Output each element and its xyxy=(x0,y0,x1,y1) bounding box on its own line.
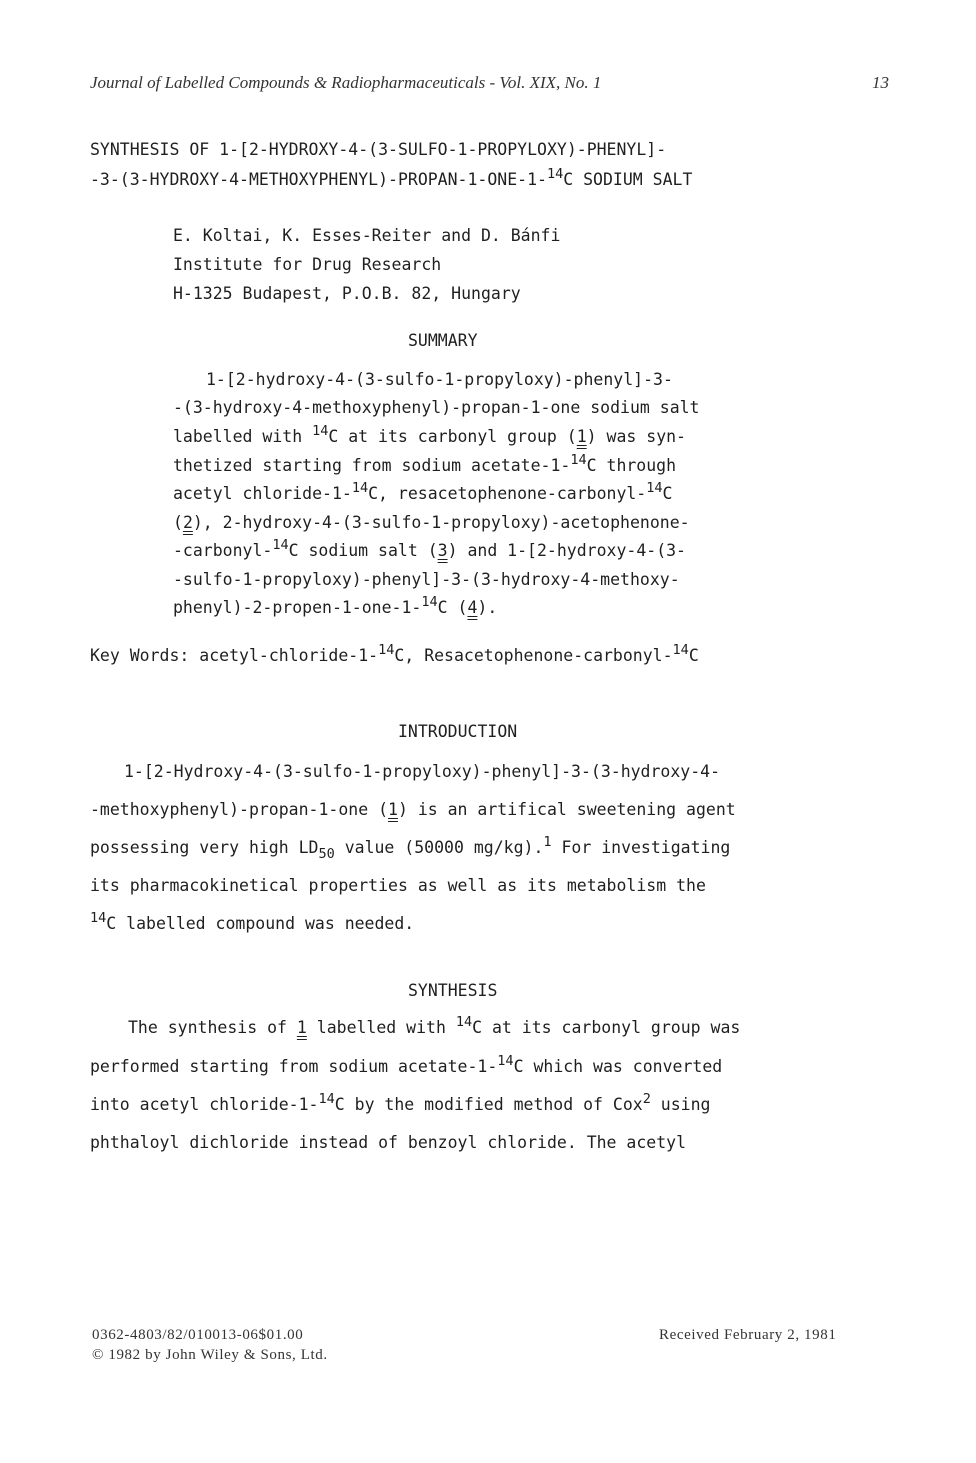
intro-line: 1-[2-Hydroxy-4-(3-sulfo-1-propyloxy)-phenyl]-3-(3-hydroxy-4- xyxy=(124,762,721,781)
summary-line: phenyl)-2-propen-1-one-1-$^{14}$C (4). xyxy=(173,593,498,617)
title-text: C SODIUM SALT xyxy=(563,170,693,189)
intro-line: -methoxyphenyl)-propan-1-one (1) is an artifical sweetening agent xyxy=(90,800,736,819)
reference-sup: 2 xyxy=(642,1090,651,1107)
summary-heading: SUMMARY xyxy=(408,331,478,350)
compound-number: 1 xyxy=(576,427,587,446)
author-institute: Institute for Drug Research xyxy=(173,255,442,274)
compound-number: 1 xyxy=(296,1018,307,1037)
summary-line: 1-[2-hydroxy-4-(3-sulfo-1-propyloxy)-phenyl]-3- xyxy=(206,370,673,389)
page-number: 13 xyxy=(872,73,889,92)
footer-received: Received February 2, 1981 xyxy=(659,1327,837,1343)
compound-number: 2 xyxy=(182,513,193,532)
synthesis-line: phthaloyl dichloride instead of benzoyl chloride. The acetyl xyxy=(90,1133,687,1152)
summary-line: labelled with $^{14}$C at its carbonyl group (1) was syn- xyxy=(173,422,686,446)
synthesis-line: performed starting from sodium acetate-1-$^{14}$C which was converted xyxy=(90,1052,723,1076)
title-line-2 xyxy=(90,165,693,189)
footer-copyright: © 1982 by John Wiley & Sons, Ltd. xyxy=(92,1347,328,1363)
intro-line: $^{14}$C labelled compound was needed. xyxy=(90,909,415,933)
compound-number: 1 xyxy=(388,800,398,819)
summary-line: acetyl chloride-1-$^{14}$C, resacetophenone-carbonyl-$^{14}$C xyxy=(173,479,673,503)
synthesis-line: The synthesis of 1 labelled with $^{14}$C at its carbonyl group was xyxy=(128,1013,741,1037)
summary-line: (2), 2-hydroxy-4-(3-sulfo-1-propyloxy)-acetophenone- xyxy=(173,513,690,532)
author-names: E. Koltai, K. Esses-Reiter and D. Bánfi xyxy=(173,226,561,245)
reference-sup: 1 xyxy=(543,833,552,850)
synthesis-heading: SYNTHESIS xyxy=(408,981,498,1000)
summary-line: thetized starting from sodium acetate-1-$^{14}$C through xyxy=(173,451,677,475)
summary-line: -(3-hydroxy-4-methoxyphenyl)-propan-1-one sodium salt xyxy=(173,398,700,417)
intro-line: possessing very high $LD_{50}$ value (50000 mg/kg).$^1$ For investigating xyxy=(90,833,731,862)
journal-header: Journal of Labelled Compounds & Radiopharmaceuticals - Vol. XIX, No. 1 xyxy=(90,73,602,92)
footer-code: 0362-4803/82/010013-06$01.00 xyxy=(92,1327,304,1343)
author-address: H-1325 Budapest, P.O.B. 82, Hungary xyxy=(173,284,521,303)
keywords: Key Words: acetyl-chloride-1-$^{14}$C, Resacetophenone-carbonyl-$^{14}$C xyxy=(90,641,699,665)
title-text: -3-(3-HYDROXY-4-METHOXYPHENYL)-PROPAN-1-ONE-1- xyxy=(90,170,547,189)
title-line-1: SYNTHESIS OF 1-[2-HYDROXY-4-(3-SULFO-1-PROPYLOXY)-PHENYL]- xyxy=(90,140,667,159)
keywords-label: Key Words: xyxy=(90,646,200,665)
synthesis-line: into acetyl chloride-1-$^{14}$C by the modified method of Cox$^2$ using xyxy=(90,1090,711,1114)
compound-number: 4 xyxy=(467,598,478,617)
summary-line: -carbonyl-$^{14}$C sodium salt (3) and 1-[2-hydroxy-4-(3- xyxy=(173,536,686,560)
summary-line: -sulfo-1-propyloxy)-phenyl]-3-(3-hydroxy-4-methoxy- xyxy=(173,570,680,589)
isotope-sup: 14 xyxy=(546,165,564,182)
intro-line: its pharmacokinetical properties as well as its metabolism the xyxy=(90,876,706,895)
introduction-heading: INTRODUCTION xyxy=(398,722,518,741)
compound-number: 3 xyxy=(437,541,448,560)
